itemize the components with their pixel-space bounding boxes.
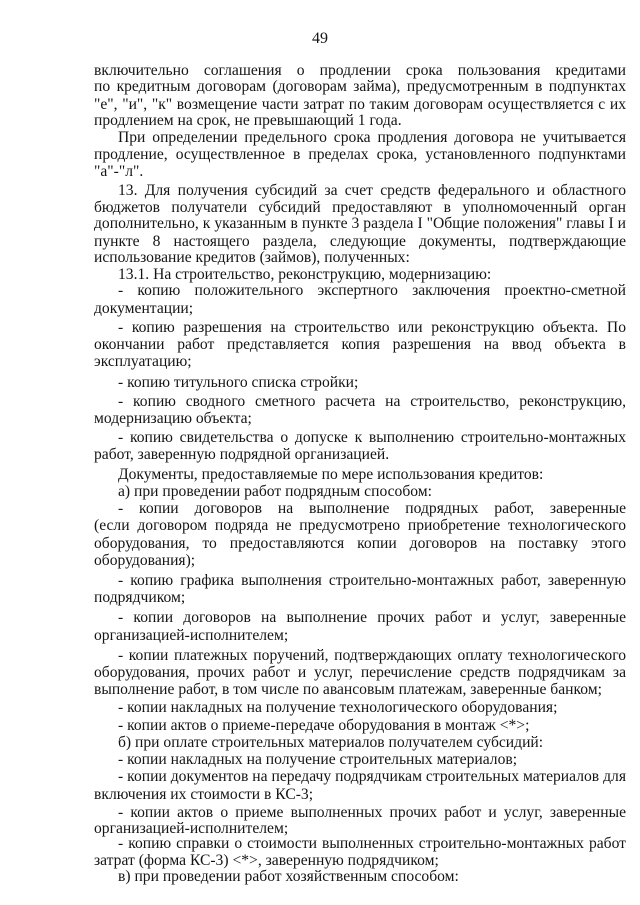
subheading-b: б) при оплате строительных материалов получателем субсидий:	[118, 733, 544, 751]
text-line: организацией-исполнителем;	[94, 820, 289, 838]
text-line: окончании работ представляется копия разрешения на ввод объекта в	[94, 336, 626, 354]
list-item: - копию свидетельства о допуске к выполнению строительно-монтажных	[118, 429, 626, 447]
text-line: При определении предельного срока продления договора не учитывается	[118, 129, 626, 147]
text-line: включительно соглашения о продлении срока пользования кредитами	[94, 62, 626, 79]
text-line: документации;	[94, 299, 194, 317]
text-line: выполнение работ, в том числе по авансовым платежам, заверенные банком;	[94, 681, 602, 699]
list-item: - копии договоров на выполнение подрядных работ, заверенные	[118, 500, 626, 517]
list-item: - копии актов о приеме выполненных прочих работ и услуг, заверенные	[118, 803, 626, 821]
text-line: использование кредитов (займов), полученных:	[94, 248, 410, 266]
list-item: - копию графика выполнения строительно-монтажных работ, заверенную	[118, 571, 626, 589]
list-item: - копию титульного списка стройки;	[118, 373, 359, 391]
text-line: Документы, предоставляемые по мере использования кредитов:	[118, 465, 544, 483]
page-number: 49	[312, 30, 328, 47]
list-item: - копию сводного сметного расчета на строительство, реконструкцию,	[118, 392, 626, 410]
text-line: организацией-исполнителем;	[94, 626, 289, 644]
list-item: - копии платежных поручений, подтверждающих оплату технологического	[118, 646, 626, 664]
text-line: по кредитным договорам (договорам займа), предусмотренным в подпунктах	[94, 78, 626, 96]
text-line: оборудования);	[94, 551, 196, 569]
list-item: - копии накладных на получение строительных материалов;	[118, 751, 518, 769]
subheading-v: в) при проведении работ хозяйственным способом:	[118, 868, 459, 885]
text-line: 13. Для получения субсидий за счет средств федерального и областного	[118, 181, 626, 199]
text-line: работ, заверенную подрядной организацией.	[94, 446, 390, 464]
text-line: модернизацию объекта;	[94, 409, 252, 427]
subheading-13-1: 13.1. На строительство, реконструкцию, модернизацию:	[118, 266, 492, 284]
list-item: - копию положительного экспертного заключения проектно-сметной	[118, 282, 626, 300]
list-item: - копии договоров на выполнение прочих работ и услуг, заверенные	[118, 609, 626, 627]
list-item: - копии документов на передачу подрядчикам строительных материалов для	[118, 768, 626, 786]
list-item: - копию разрешения на строительство или реконструкцию объекта. По	[118, 318, 626, 336]
subheading-a: а) при проведении работ подрядным способом:	[118, 482, 432, 500]
list-item: - копию справки о стоимости выполненных строительно-монтажных работ	[118, 835, 626, 853]
text-line: затрат (форма КС-3) <*>, заверенную подрядчиком;	[94, 851, 439, 869]
text-line: включения их стоимости в КС-3;	[94, 785, 314, 803]
text-line: продление, осуществленное в пределах срока, установленного подпунктами	[94, 146, 626, 164]
text-line: "е", "и", "к" возмещение части затрат по таким договорам осуществляется с их	[94, 95, 626, 113]
text-line: бюджетов получатели субсидий предоставляют в уполномоченный орган	[94, 199, 626, 216]
text-line: пункте 8 настоящего раздела, следующие документы, подтверждающие	[94, 232, 626, 250]
text-line: оборудования, прочих работ и услуг, перечисление средств подрядчикам за	[94, 663, 626, 681]
text-line: эксплуатацию;	[94, 353, 192, 371]
list-item: - копии накладных на получение технологического оборудования;	[118, 699, 558, 717]
text-line: (если договором подряда не предусмотрено приобретение технологического	[94, 517, 626, 535]
text-line: дополнительно, к указанным в пункте 3 раздела I "Общие положения" главы I и	[94, 215, 626, 233]
text-line: оборудования, то предоставляются копии договоров на поставку этого	[94, 534, 626, 552]
list-item: - копии актов о приеме-передаче оборудования в монтаж <*>;	[118, 716, 530, 734]
text-line: продлением на срок, не превышающий 1 года.	[94, 111, 402, 129]
text-line: "а"-"л".	[94, 162, 144, 180]
text-line: подрядчиком;	[94, 589, 186, 607]
